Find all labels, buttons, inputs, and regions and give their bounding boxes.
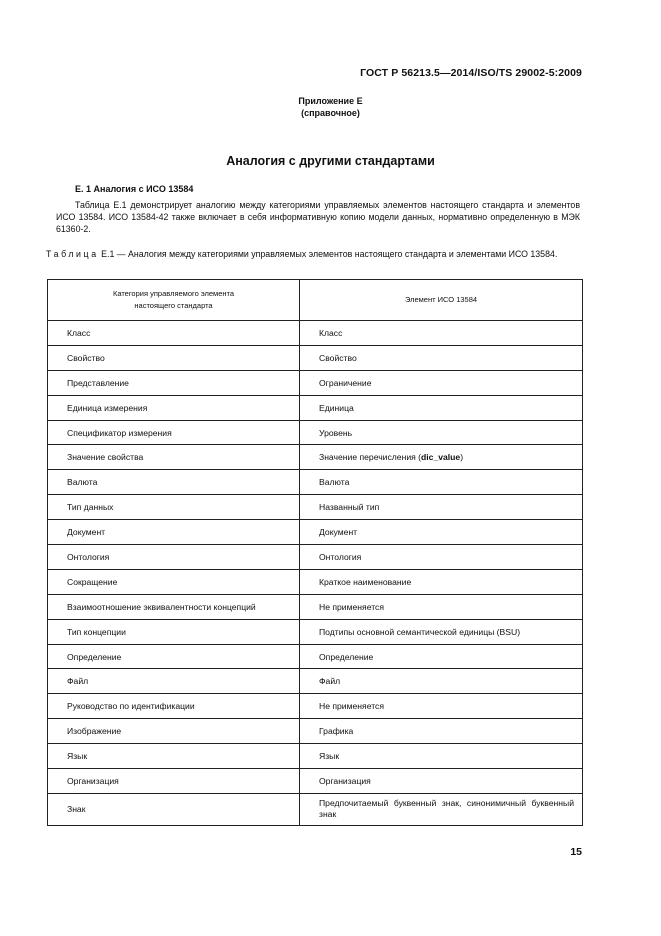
analogy-table [47, 279, 583, 826]
table-row [48, 694, 583, 719]
category-cell: Файл [48, 669, 300, 694]
category-cell: Представление [48, 370, 300, 395]
cell-text: Предпочитаемый буквенный знак, синонимичный буквенный знак [319, 798, 574, 820]
iso-element-cell: Класс [300, 321, 583, 346]
table-caption-text: Е.1 — Аналогия между категориями управляемых элементов настоящего стандарта и элементами ИСО 13584. [98, 249, 558, 259]
category-cell: Онтология [48, 545, 300, 570]
iso-element-cell: Краткое наименование [300, 569, 583, 594]
table-row [48, 495, 583, 520]
iso-element-cell: Единица [300, 395, 583, 420]
iso-element-cell [300, 793, 583, 825]
iso-element-cell: Не применяется [300, 594, 583, 619]
table-row [48, 370, 583, 395]
table-row [48, 569, 583, 594]
column-header-iso-element: Элемент ИСО 13584 [300, 280, 583, 321]
category-cell: Сокращение [48, 569, 300, 594]
table-row [48, 420, 583, 445]
category-cell: Тип концепции [48, 619, 300, 644]
page-title: Аналогия с другими стандартами [226, 154, 435, 168]
category-cell: Определение [48, 644, 300, 669]
iso-element-cell: Свойство [300, 345, 583, 370]
category-cell: Значение свойства [48, 445, 300, 470]
table-caption [46, 249, 581, 260]
iso-element-cell: Не применяется [300, 694, 583, 719]
category-cell: Взаимоотношение эквивалентности концепций [48, 594, 300, 619]
table-row [48, 769, 583, 794]
table-row [48, 594, 583, 619]
table-row [48, 321, 583, 346]
table-row [48, 520, 583, 545]
cell-text: Значение перечисления ( [319, 452, 422, 463]
iso-element-cell: Уровень [300, 420, 583, 445]
annex-title: Приложение Е [298, 96, 363, 106]
category-cell: Свойство [48, 345, 300, 370]
table-header-row [48, 280, 583, 321]
table-row [48, 719, 583, 744]
category-cell: Спецификатор измерения [48, 420, 300, 445]
body-paragraph [56, 200, 580, 235]
category-cell: Изображение [48, 719, 300, 744]
body-paragraph-text: Таблица Е.1 демонстрирует аналогию между категориями управляемых элементов настоящего стандарта и элементов ИСО 13584. ИСО 13584-42 также включает в себя информативную копию модели данных, нормативно определенную в МЭК 61360-2. [56, 200, 580, 234]
table-row [48, 445, 583, 470]
cell-text: ) [460, 452, 464, 463]
iso-element-cell: Язык [300, 744, 583, 769]
iso-element-cell [300, 445, 583, 470]
column-header-category: Категория управляемого элемента настоящего стандарта [48, 280, 300, 321]
iso-element-cell: Онтология [300, 545, 583, 570]
iso-element-cell: Графика [300, 719, 583, 744]
category-cell: Класс [48, 321, 300, 346]
iso-element-cell: Документ [300, 520, 583, 545]
iso-element-cell: Файл [300, 669, 583, 694]
category-cell: Тип данных [48, 495, 300, 520]
table-row [48, 669, 583, 694]
table-row [48, 744, 583, 769]
iso-element-cell: Подтипы основной семантической единицы (BSU) [300, 619, 583, 644]
annex-status: (справочное) [301, 108, 360, 118]
category-cell: Знак [48, 793, 300, 825]
annex-heading [0, 95, 661, 119]
table-caption-label: Таблица [46, 249, 99, 259]
table-row [48, 545, 583, 570]
table-row [48, 395, 583, 420]
standard-code: ГОСТ Р 56213.5—2014/ISO/TS 29002-5:2009 [360, 67, 582, 79]
category-cell: Документ [48, 520, 300, 545]
category-cell: Организация [48, 769, 300, 794]
category-cell: Единица измерения [48, 395, 300, 420]
category-cell: Руководство по идентификации [48, 694, 300, 719]
section-heading: Е. 1 Аналогия с ИСО 13584 [75, 184, 194, 194]
iso-element-cell: Организация [300, 769, 583, 794]
page-number: 15 [570, 846, 582, 858]
table-row [48, 345, 583, 370]
code-term: dic_value [421, 452, 461, 463]
table-row [48, 619, 583, 644]
iso-element-cell: Валюта [300, 470, 583, 495]
iso-element-cell: Ограничение [300, 370, 583, 395]
iso-element-cell: Определение [300, 644, 583, 669]
table-row [48, 470, 583, 495]
category-cell: Валюта [48, 470, 300, 495]
table-row [48, 644, 583, 669]
table-row [48, 793, 583, 825]
category-cell: Язык [48, 744, 300, 769]
iso-element-cell: Названный тип [300, 495, 583, 520]
